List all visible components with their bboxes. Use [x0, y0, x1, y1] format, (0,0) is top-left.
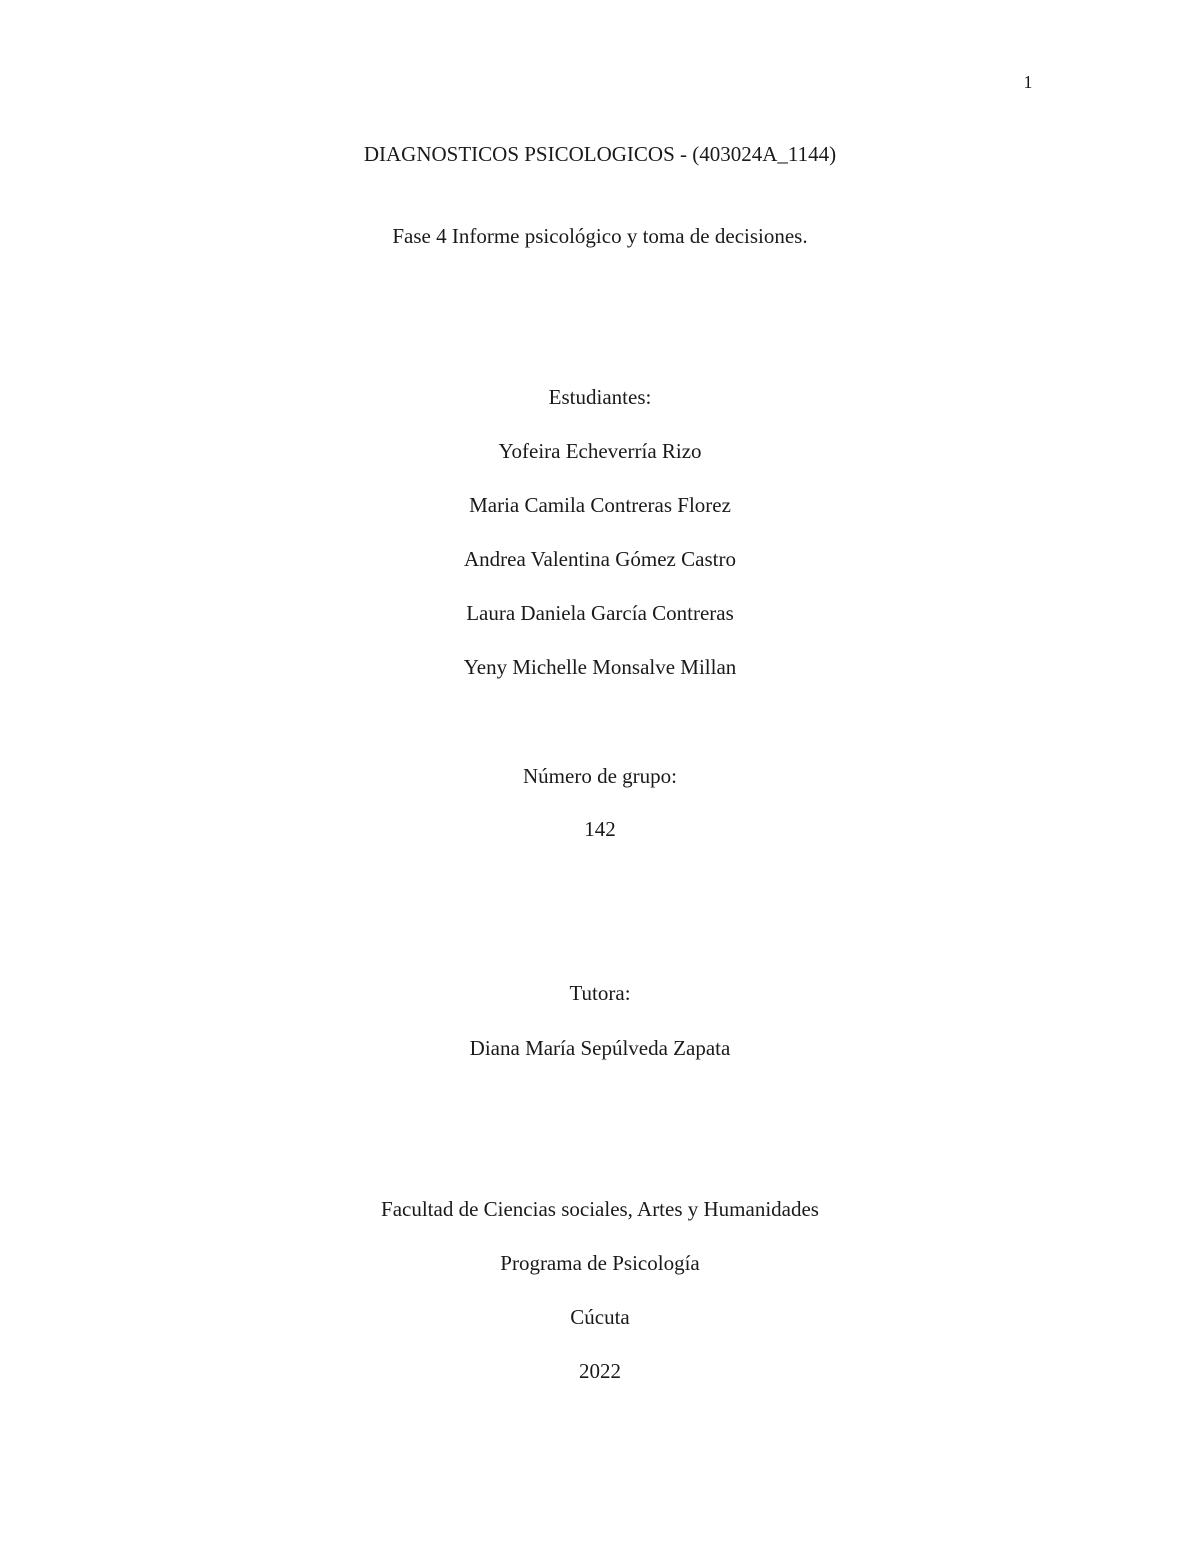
student-name: Laura Daniela García Contreras — [466, 601, 734, 625]
group-number: 142 — [584, 817, 616, 841]
page-number: 1 — [1023, 72, 1033, 92]
student-name: Yeny Michelle Monsalve Millan — [463, 655, 737, 679]
group-label: Número de grupo: — [523, 764, 677, 788]
student-name: Maria Camila Contreras Florez — [469, 493, 731, 517]
tutor-name: Diana María Sepúlveda Zapata — [469, 1036, 731, 1060]
assignment-title: Fase 4 Informe psicológico y toma de decisiones. — [392, 224, 808, 248]
faculty-name: Facultad de Ciencias sociales, Artes y Humanidades — [381, 1197, 819, 1221]
city-name: Cúcuta — [570, 1305, 630, 1329]
student-name: Andrea Valentina Gómez Castro — [464, 547, 736, 571]
student-name: Yofeira Echeverría Rizo — [498, 439, 702, 463]
course-title: DIAGNOSTICOS PSICOLOGICOS - (403024A_1144) — [363, 142, 837, 166]
year: 2022 — [579, 1359, 621, 1383]
program-name: Programa de Psicología — [500, 1251, 700, 1275]
students-label: Estudiantes: — [548, 385, 652, 409]
tutor-label: Tutora: — [569, 981, 631, 1005]
